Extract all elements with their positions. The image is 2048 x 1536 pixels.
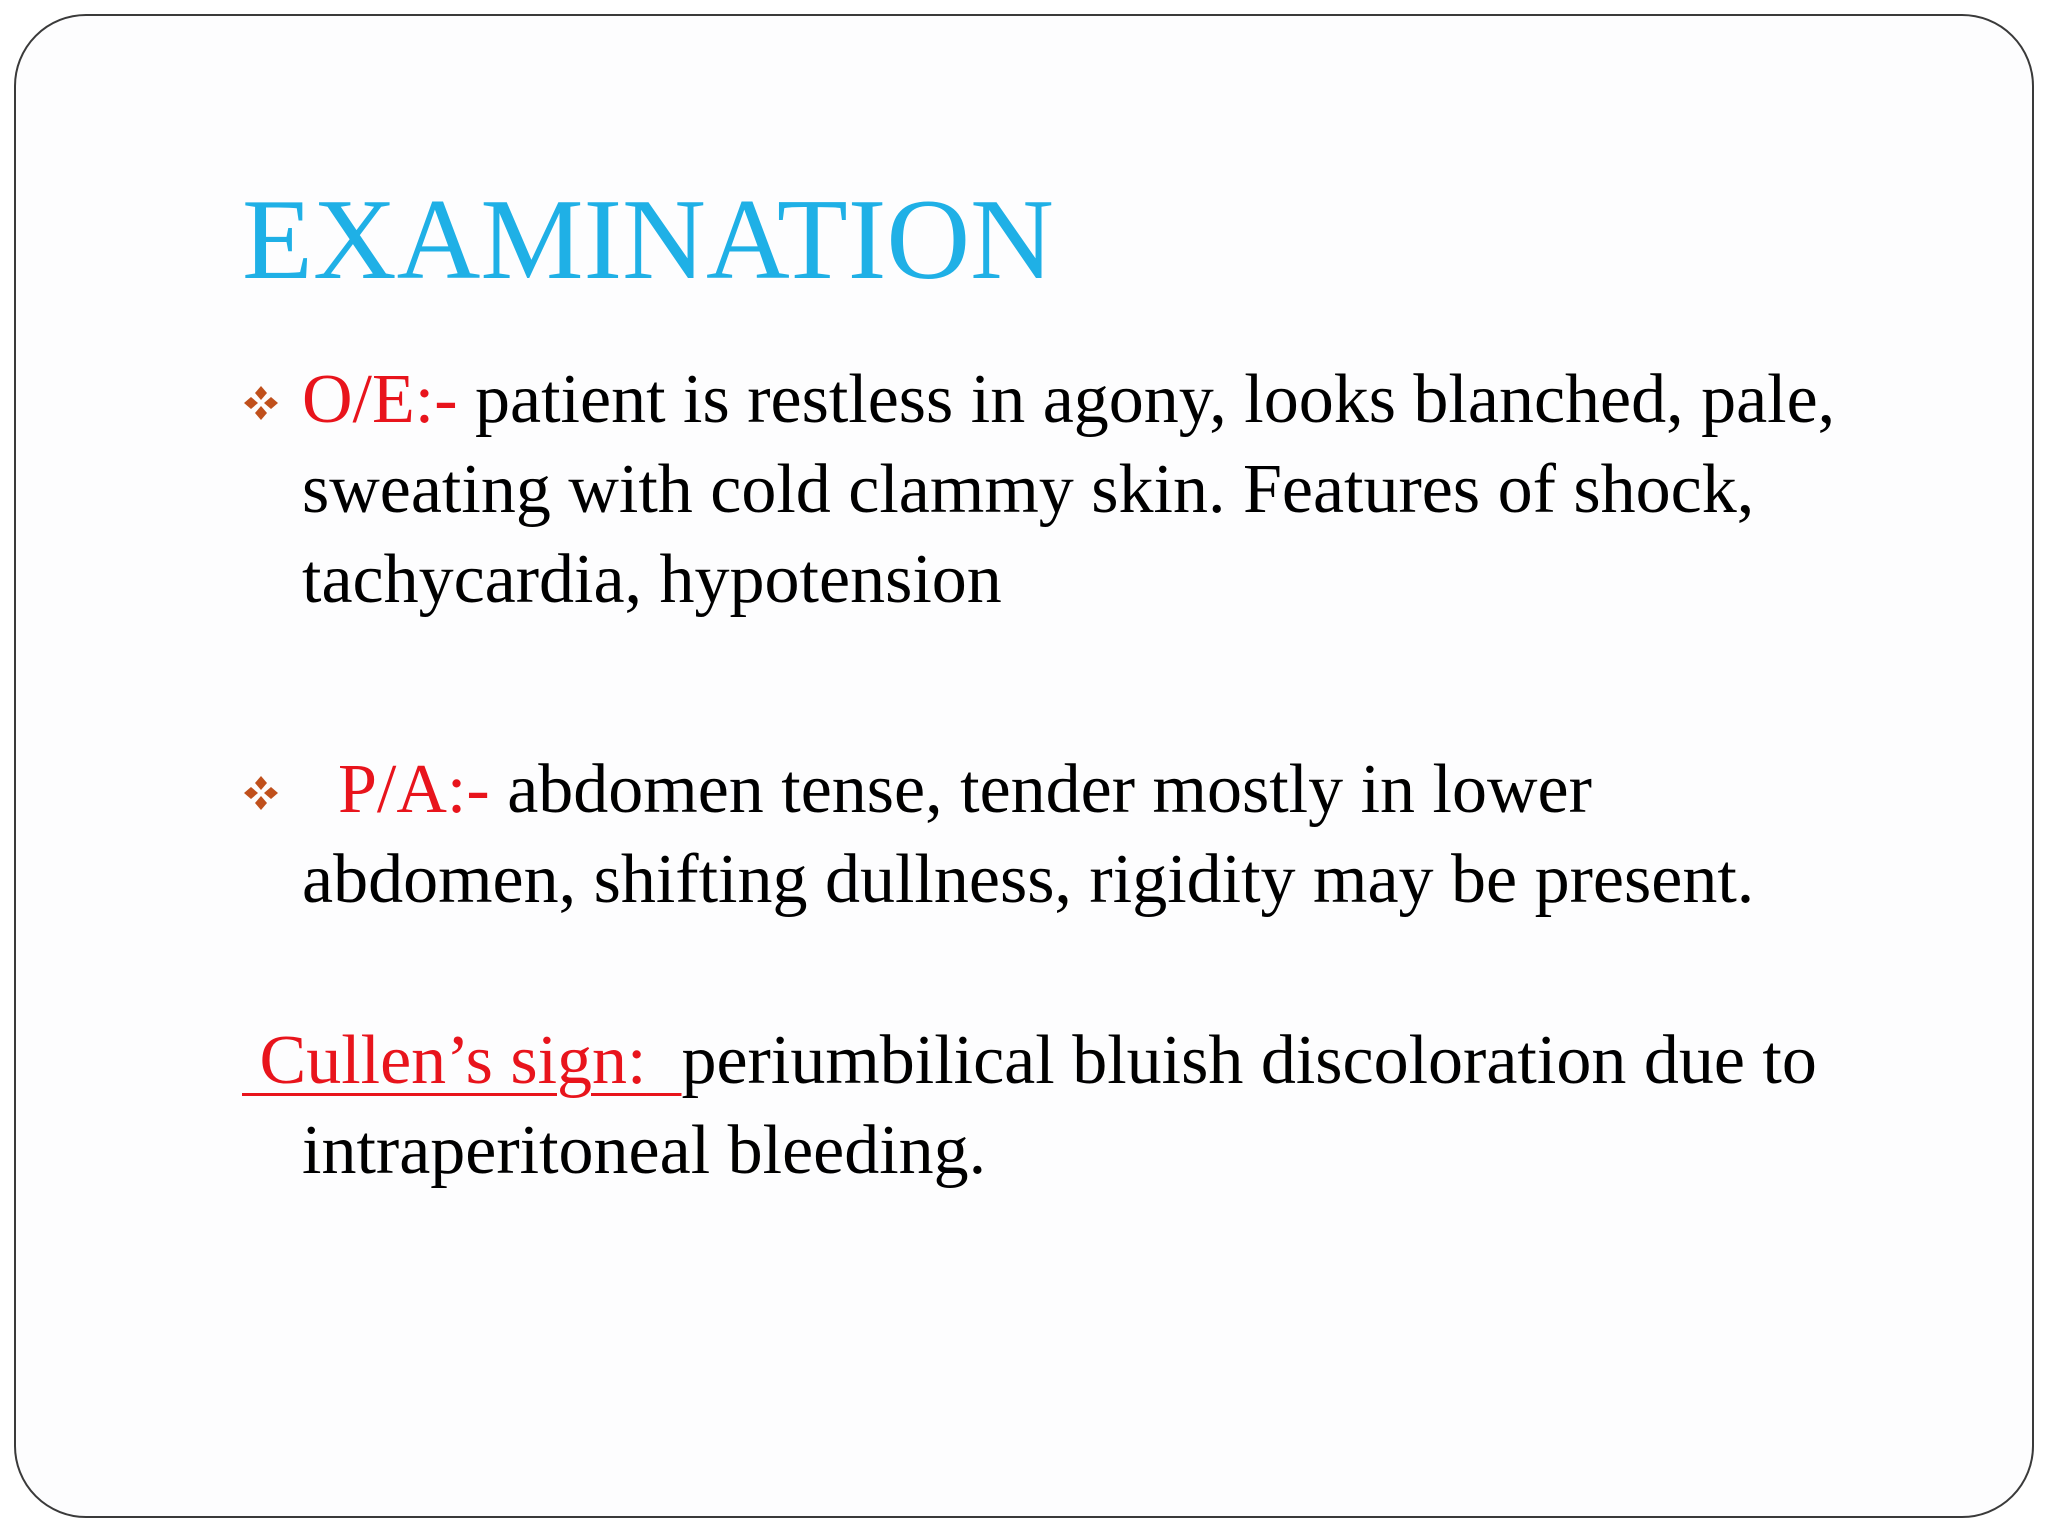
bullet-oe-text-line2: sweating with cold clammy skin. Features of shock, — [302, 451, 1755, 528]
bullet-oe — [302, 355, 1835, 625]
cullens-sign-line1 — [242, 1016, 1817, 1106]
bullet-pa — [302, 745, 1754, 925]
bullet-oe-label: O/E:- — [302, 361, 476, 438]
cullens-sign-label: Cullen’s sign: — [259, 1022, 647, 1099]
bullet-oe-line1 — [302, 355, 1835, 445]
slide-frame — [14, 14, 2034, 1518]
four-diamond-bullet-icon — [242, 384, 280, 422]
bullet-oe-text-line3: tachycardia, hypotension — [302, 541, 1002, 618]
four-diamond-bullet-icon — [242, 774, 280, 812]
cullens-sign-underlined-label — [242, 1022, 681, 1099]
cullens-sign-text-line2: intraperitoneal bleeding. — [302, 1112, 987, 1189]
bullet-oe-text-line1: patient is restless in agony, looks blanched, pale, — [475, 361, 1836, 438]
bullet-pa-text-line2: abdomen, shifting dullness, rigidity may be present. — [302, 841, 1755, 918]
bullet-pa-line1 — [302, 745, 1754, 835]
bullet-pa-text-line1: abdomen tense, tender mostly in lower — [507, 751, 1592, 828]
slide-title: EXAMINATION — [242, 176, 1054, 304]
bullet-pa-label: P/A:- — [338, 751, 508, 828]
cullens-sign-text-line1: periumbilical bluish discoloration due to — [681, 1022, 1817, 1099]
